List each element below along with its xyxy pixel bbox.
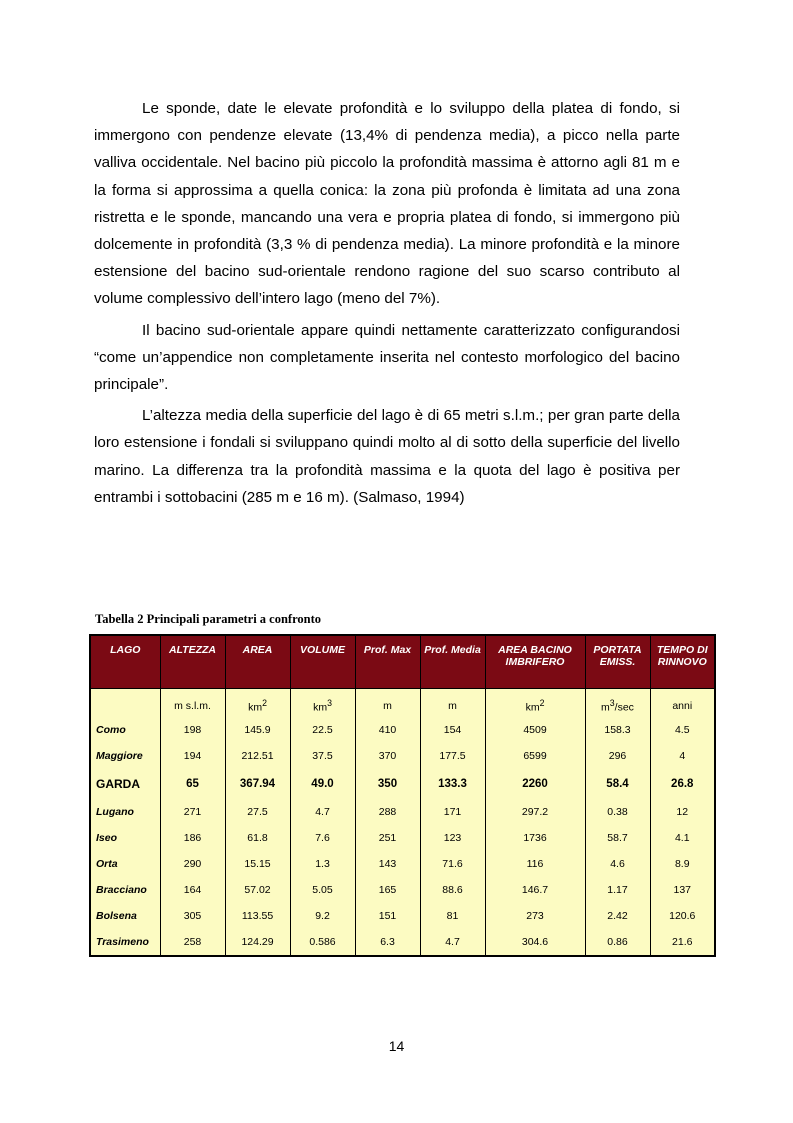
table-row bbox=[90, 743, 715, 769]
lakes-parameters-table bbox=[89, 634, 716, 957]
header-tempo-rinnovo: TEMPO DI RINNOVO bbox=[650, 635, 715, 689]
value-cell: 71.6 bbox=[420, 851, 485, 877]
paragraph-2: Il bacino sud-orientale appare quindi nettamente caratterizzato configurandosi “come un’appendice non completamente inserita nel contesto morfologico del bacino principale”. bbox=[94, 321, 680, 394]
value-cell: 6.3 bbox=[355, 929, 420, 956]
value-cell: 273 bbox=[485, 903, 585, 929]
value-cell: 133.3 bbox=[420, 769, 485, 799]
value-cell: 146.7 bbox=[485, 877, 585, 903]
table-row bbox=[90, 903, 715, 929]
value-cell: 65 bbox=[160, 769, 225, 799]
header-prof-media: Prof. Media bbox=[420, 635, 485, 689]
value-cell: 194 bbox=[160, 743, 225, 769]
lake-name-cell: Trasimeno bbox=[90, 929, 160, 956]
header-area-bacino: AREA BACINO IMBRIFERO bbox=[485, 635, 585, 689]
value-cell: 6599 bbox=[485, 743, 585, 769]
value-cell: 370 bbox=[355, 743, 420, 769]
value-cell: 296 bbox=[585, 743, 650, 769]
value-cell: 1.3 bbox=[290, 851, 355, 877]
unit-cell: anni bbox=[650, 689, 715, 718]
value-cell: 4.6 bbox=[585, 851, 650, 877]
value-cell: 258 bbox=[160, 929, 225, 956]
value-cell: 305 bbox=[160, 903, 225, 929]
header-portata: PORTATA EMISS. bbox=[585, 635, 650, 689]
header-lago: LAGO bbox=[90, 635, 160, 689]
paragraph-1: Le sponde, date le elevate profondità e lo sviluppo della platea di fondo, si immergono con pendenze elevate (13,4% di pendenza media), a picco nella parte valliva occidentale. Nel bacino più piccolo la profondità massima è attorno agli 81 m e la forma si approssima a quella conica: la zona più profonda è limitata ad una zona ristretta e le sponde, mancando una vera e propria platea di fondo, si immergono più dolcemente in profondità (3,3 % di pendenza media). La minore profondità e la minore estensione del bacino sud-orientale rendono ragione del suo scarso contributo al volume complessivo dell’intero lago (meno del 7%). bbox=[94, 100, 680, 308]
value-cell: 27.5 bbox=[225, 799, 290, 825]
value-cell: 171 bbox=[420, 799, 485, 825]
value-cell: 288 bbox=[355, 799, 420, 825]
value-cell: 367.94 bbox=[225, 769, 290, 799]
value-cell: 154 bbox=[420, 717, 485, 743]
value-cell: 61.8 bbox=[225, 825, 290, 851]
lake-name-cell: Maggiore bbox=[90, 743, 160, 769]
value-cell: 7.6 bbox=[290, 825, 355, 851]
value-cell: 297.2 bbox=[485, 799, 585, 825]
value-cell: 4.1 bbox=[650, 825, 715, 851]
value-cell: 0.586 bbox=[290, 929, 355, 956]
value-cell: 116 bbox=[485, 851, 585, 877]
value-cell: 21.6 bbox=[650, 929, 715, 956]
value-cell: 8.9 bbox=[650, 851, 715, 877]
value-cell: 4 bbox=[650, 743, 715, 769]
value-cell: 123 bbox=[420, 825, 485, 851]
value-cell: 164 bbox=[160, 877, 225, 903]
value-cell: 198 bbox=[160, 717, 225, 743]
value-cell: 1.17 bbox=[585, 877, 650, 903]
value-cell: 2260 bbox=[485, 769, 585, 799]
value-cell: 12 bbox=[650, 799, 715, 825]
unit-cell bbox=[90, 689, 160, 718]
value-cell: 0.86 bbox=[585, 929, 650, 956]
value-cell: 5.05 bbox=[290, 877, 355, 903]
paragraph-3: L’altezza media della superficie del lago è di 65 metri s.l.m.; per gran parte della loro estensione i fondali si sviluppano quindi molto al di sotto della superficie del livello marino. La differenza tra la profondità massima e la quota del lago è positiva per entrambi i sottobacini (285 m e 16 m). (Salmaso, 1994) bbox=[94, 407, 680, 506]
lake-name-cell: Iseo bbox=[90, 825, 160, 851]
table-row bbox=[90, 769, 715, 799]
lake-name-cell: GARDA bbox=[90, 769, 160, 799]
lake-name-cell: Orta bbox=[90, 851, 160, 877]
table-row bbox=[90, 717, 715, 743]
value-cell: 4.7 bbox=[290, 799, 355, 825]
value-cell: 410 bbox=[355, 717, 420, 743]
header-area: AREA bbox=[225, 635, 290, 689]
value-cell: 186 bbox=[160, 825, 225, 851]
value-cell: 58.4 bbox=[585, 769, 650, 799]
value-cell: 2.42 bbox=[585, 903, 650, 929]
unit-cell: m bbox=[355, 689, 420, 718]
lake-name-cell: Bolsena bbox=[90, 903, 160, 929]
header-volume: VOLUME bbox=[290, 635, 355, 689]
value-cell: 88.6 bbox=[420, 877, 485, 903]
body-text bbox=[94, 95, 680, 515]
table-header-row bbox=[90, 635, 715, 689]
unit-cell: m s.l.m. bbox=[160, 689, 225, 718]
value-cell: 212.51 bbox=[225, 743, 290, 769]
value-cell: 49.0 bbox=[290, 769, 355, 799]
table-row bbox=[90, 799, 715, 825]
table-row bbox=[90, 851, 715, 877]
header-prof-max: Prof. Max bbox=[355, 635, 420, 689]
header-altezza: ALTEZZA bbox=[160, 635, 225, 689]
value-cell: 22.5 bbox=[290, 717, 355, 743]
value-cell: 124.29 bbox=[225, 929, 290, 956]
value-cell: 113.55 bbox=[225, 903, 290, 929]
value-cell: 4.7 bbox=[420, 929, 485, 956]
unit-cell: $km^3$ bbox=[290, 689, 355, 718]
table-body bbox=[90, 689, 715, 957]
lake-name-cell: Lugano bbox=[90, 799, 160, 825]
value-cell: 0.38 bbox=[585, 799, 650, 825]
value-cell: 290 bbox=[160, 851, 225, 877]
page-number: 14 bbox=[388, 1038, 405, 1054]
value-cell: 58.7 bbox=[585, 825, 650, 851]
value-cell: 145.9 bbox=[225, 717, 290, 743]
unit-cell: $km^2$ bbox=[485, 689, 585, 718]
table-row bbox=[90, 877, 715, 903]
unit-cell: $m^3/\sec$ bbox=[585, 689, 650, 718]
value-cell: 57.02 bbox=[225, 877, 290, 903]
lake-name-cell: Como bbox=[90, 717, 160, 743]
table-caption: Tabella 2 Principali parametri a confronto bbox=[95, 612, 322, 626]
lake-name-cell: Bracciano bbox=[90, 877, 160, 903]
value-cell: 304.6 bbox=[485, 929, 585, 956]
table-row bbox=[90, 929, 715, 956]
value-cell: 4509 bbox=[485, 717, 585, 743]
value-cell: 158.3 bbox=[585, 717, 650, 743]
value-cell: 26.8 bbox=[650, 769, 715, 799]
value-cell: 9.2 bbox=[290, 903, 355, 929]
value-cell: 143 bbox=[355, 851, 420, 877]
value-cell: 251 bbox=[355, 825, 420, 851]
unit-cell: $km^2$ bbox=[225, 689, 290, 718]
value-cell: 15.15 bbox=[225, 851, 290, 877]
value-cell: 81 bbox=[420, 903, 485, 929]
value-cell: 165 bbox=[355, 877, 420, 903]
value-cell: 137 bbox=[650, 877, 715, 903]
value-cell: 37.5 bbox=[290, 743, 355, 769]
units-row bbox=[90, 689, 715, 718]
value-cell: 271 bbox=[160, 799, 225, 825]
value-cell: 120.6 bbox=[650, 903, 715, 929]
value-cell: 4.5 bbox=[650, 717, 715, 743]
value-cell: 350 bbox=[355, 769, 420, 799]
value-cell: 177.5 bbox=[420, 743, 485, 769]
unit-cell: m bbox=[420, 689, 485, 718]
table-row bbox=[90, 825, 715, 851]
value-cell: 151 bbox=[355, 903, 420, 929]
value-cell: 1736 bbox=[485, 825, 585, 851]
